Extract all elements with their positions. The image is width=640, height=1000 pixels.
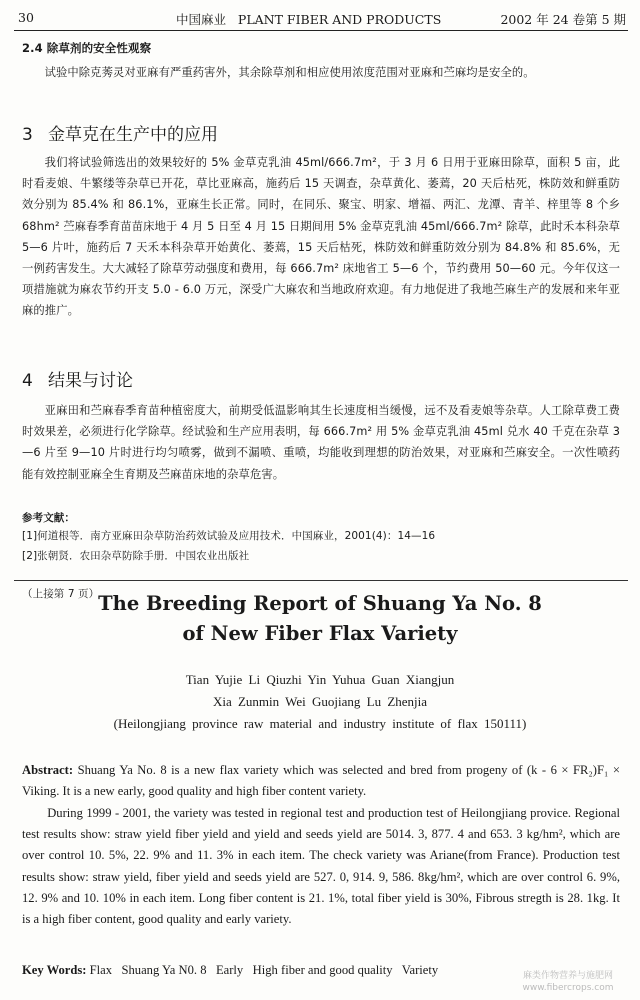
section-heading-3 [22, 120, 218, 145]
references-title: 参考文献： [22, 512, 75, 524]
abstract-label: Abstract: [22, 763, 74, 777]
section-heading-4 [22, 366, 133, 391]
abstract-text: Shuang Ya No. 8 is a new flax variety which was selected and bred from progeny of (k - 6 × FR₂)F₁ × Viking. It is a new early, good quality and high fiber content variety. [22, 763, 620, 799]
subsection-title: 2.4 除草剂的安全性观察 [22, 41, 152, 55]
issue-info: 2002 年 24 卷第 5 期 [500, 12, 626, 27]
page-header [18, 8, 626, 30]
section-title: 金草克在生产中的应用 [48, 125, 218, 145]
reference-item: [2]张朝贤．农田杂草防除手册．中国农业出版社 [22, 550, 250, 562]
abstract-body: During 1999 - 2001, the variety was tested in regional test and production test of Heilongjiang provice. Regional test results show: straw yield fiber yield and yield and seeds yield are 5014. 3, 877. 4 and 653. 3 kg/hm², which are over control 10. 5%, 22. 9% and 11. 3% in each item. The check variety was Ariane(from France). Production test results show: straw yield, fiber yield and seeds yield are 527. 0, 914. 9, 586. 8kg/hm², which are over control 6. 9%, 12. 9% and 10. 10% in each item. Long fiber content is 21. 1%, total fiber yield is 30%, Fibrous stregth is 28. 1kg. It is a high fiber content, good quality and early variety. [22, 806, 620, 927]
page-number: 30 [18, 10, 34, 25]
paragraph-application: 我们将试验筛选出的效果较好的 5% 金草克乳油 45ml/666.7m²，于 3 月 6 日用于亚麻田除草，面积 5 亩，此时看麦娘、牛繁缕等杂草已开花，草比亚麻高，施药后 15 天调查，杂草黄化、萎蔫，20 天后枯死，株防效和鲜重防效分别为 85.4% 和 86.1%，亚麻生长正常。同时，在同乐、聚宝、明家、增福、两汇、龙潭、青羊、梓里等 8 个乡 68hm² 苎麻春季育苗苗床地于 4 月 5 日至 4 月 15 日期间用 5% 金草克乳油 45ml/666.7m² 除草，此时禾本科杂草 5—6 片叶，施药后 7 天禾本科杂草开始黄化、萎蔫，15 天后枯死，株防效和鲜重防效分别为 84.8% 和 85.6%，无一例药害发生。大大减轻了除草劳动强度和费用，每 666.7m² 床地省工 5—6 个，节约费用 50—60 元。今年仅这一项措施就为麻农节约开支 5.0 - 6.0 万元，深受广大麻农和当地政府欢迎。有力地促进了我地苎麻生产的发展和来年亚麻的推广。 [22, 156, 620, 318]
continued-note: （上接第 7 页） [22, 588, 100, 600]
keywords-label: Key Words: [22, 963, 87, 977]
keywords-text: Flax Shuang Ya N0. 8 Early High fiber and good quality Variety [86, 963, 439, 977]
section-number: 3 [22, 125, 33, 145]
abstract [22, 760, 620, 802]
watermark [504, 970, 632, 994]
affiliation: (Heilongjiang province raw material and industry institute of flax 150111) [113, 716, 527, 731]
authors-line2: Xia Zunmin Wei Guojiang Lu Zhenjia [212, 694, 428, 709]
watermark-line1: 麻类作物营养与施肥网 [522, 971, 613, 981]
journal-name: 中国麻业 PLANT FIBER AND PRODUCTS [176, 12, 442, 27]
paragraph-discussion: 亚麻田和苎麻春季育苗种植密度大，前期受低温影响其生长速度相当缓慢，远不及看麦娘等杂草。人工除草费工费时效果差，必须进行化学除草。经试验和生产应用表明，每 666.7m² 用 5% 金草克乳油 45ml 兑水 40 千克在杂草 3—6 片至 9—10 片时进行均匀喷雾，做到不漏喷、重喷，均能收到理想的防治效果，对亚麻和苎麻安全。一次性喷药能有效控制亚麻全生育期及苎麻苗床地的杂草危害。 [22, 404, 620, 481]
article-title-line2: of New Fiber Flax Variety [182, 622, 458, 645]
section-title: 结果与讨论 [48, 371, 133, 391]
authors-line1: Tian Yujie Li Qiuzhi Yin Yuhua Guan Xiangjun [185, 672, 455, 687]
paragraph-safety: 试验中除克莠灵对亚麻有严重药害外，其余除草剂和相应使用浓度范围对亚麻和苎麻均是安全的。 [44, 66, 535, 79]
watermark-line2: www.fibercrops.com [522, 983, 614, 993]
continuation-rule [14, 580, 628, 581]
article-title-line1: The Breeding Report of Shuang Ya No. 8 [98, 592, 542, 615]
header-rule [14, 30, 628, 31]
section-number: 4 [22, 371, 33, 391]
reference-item: [1]何道根等．南方亚麻田杂草防治药效试验及应用技术．中国麻业，2001(4)：14—16 [22, 530, 436, 542]
